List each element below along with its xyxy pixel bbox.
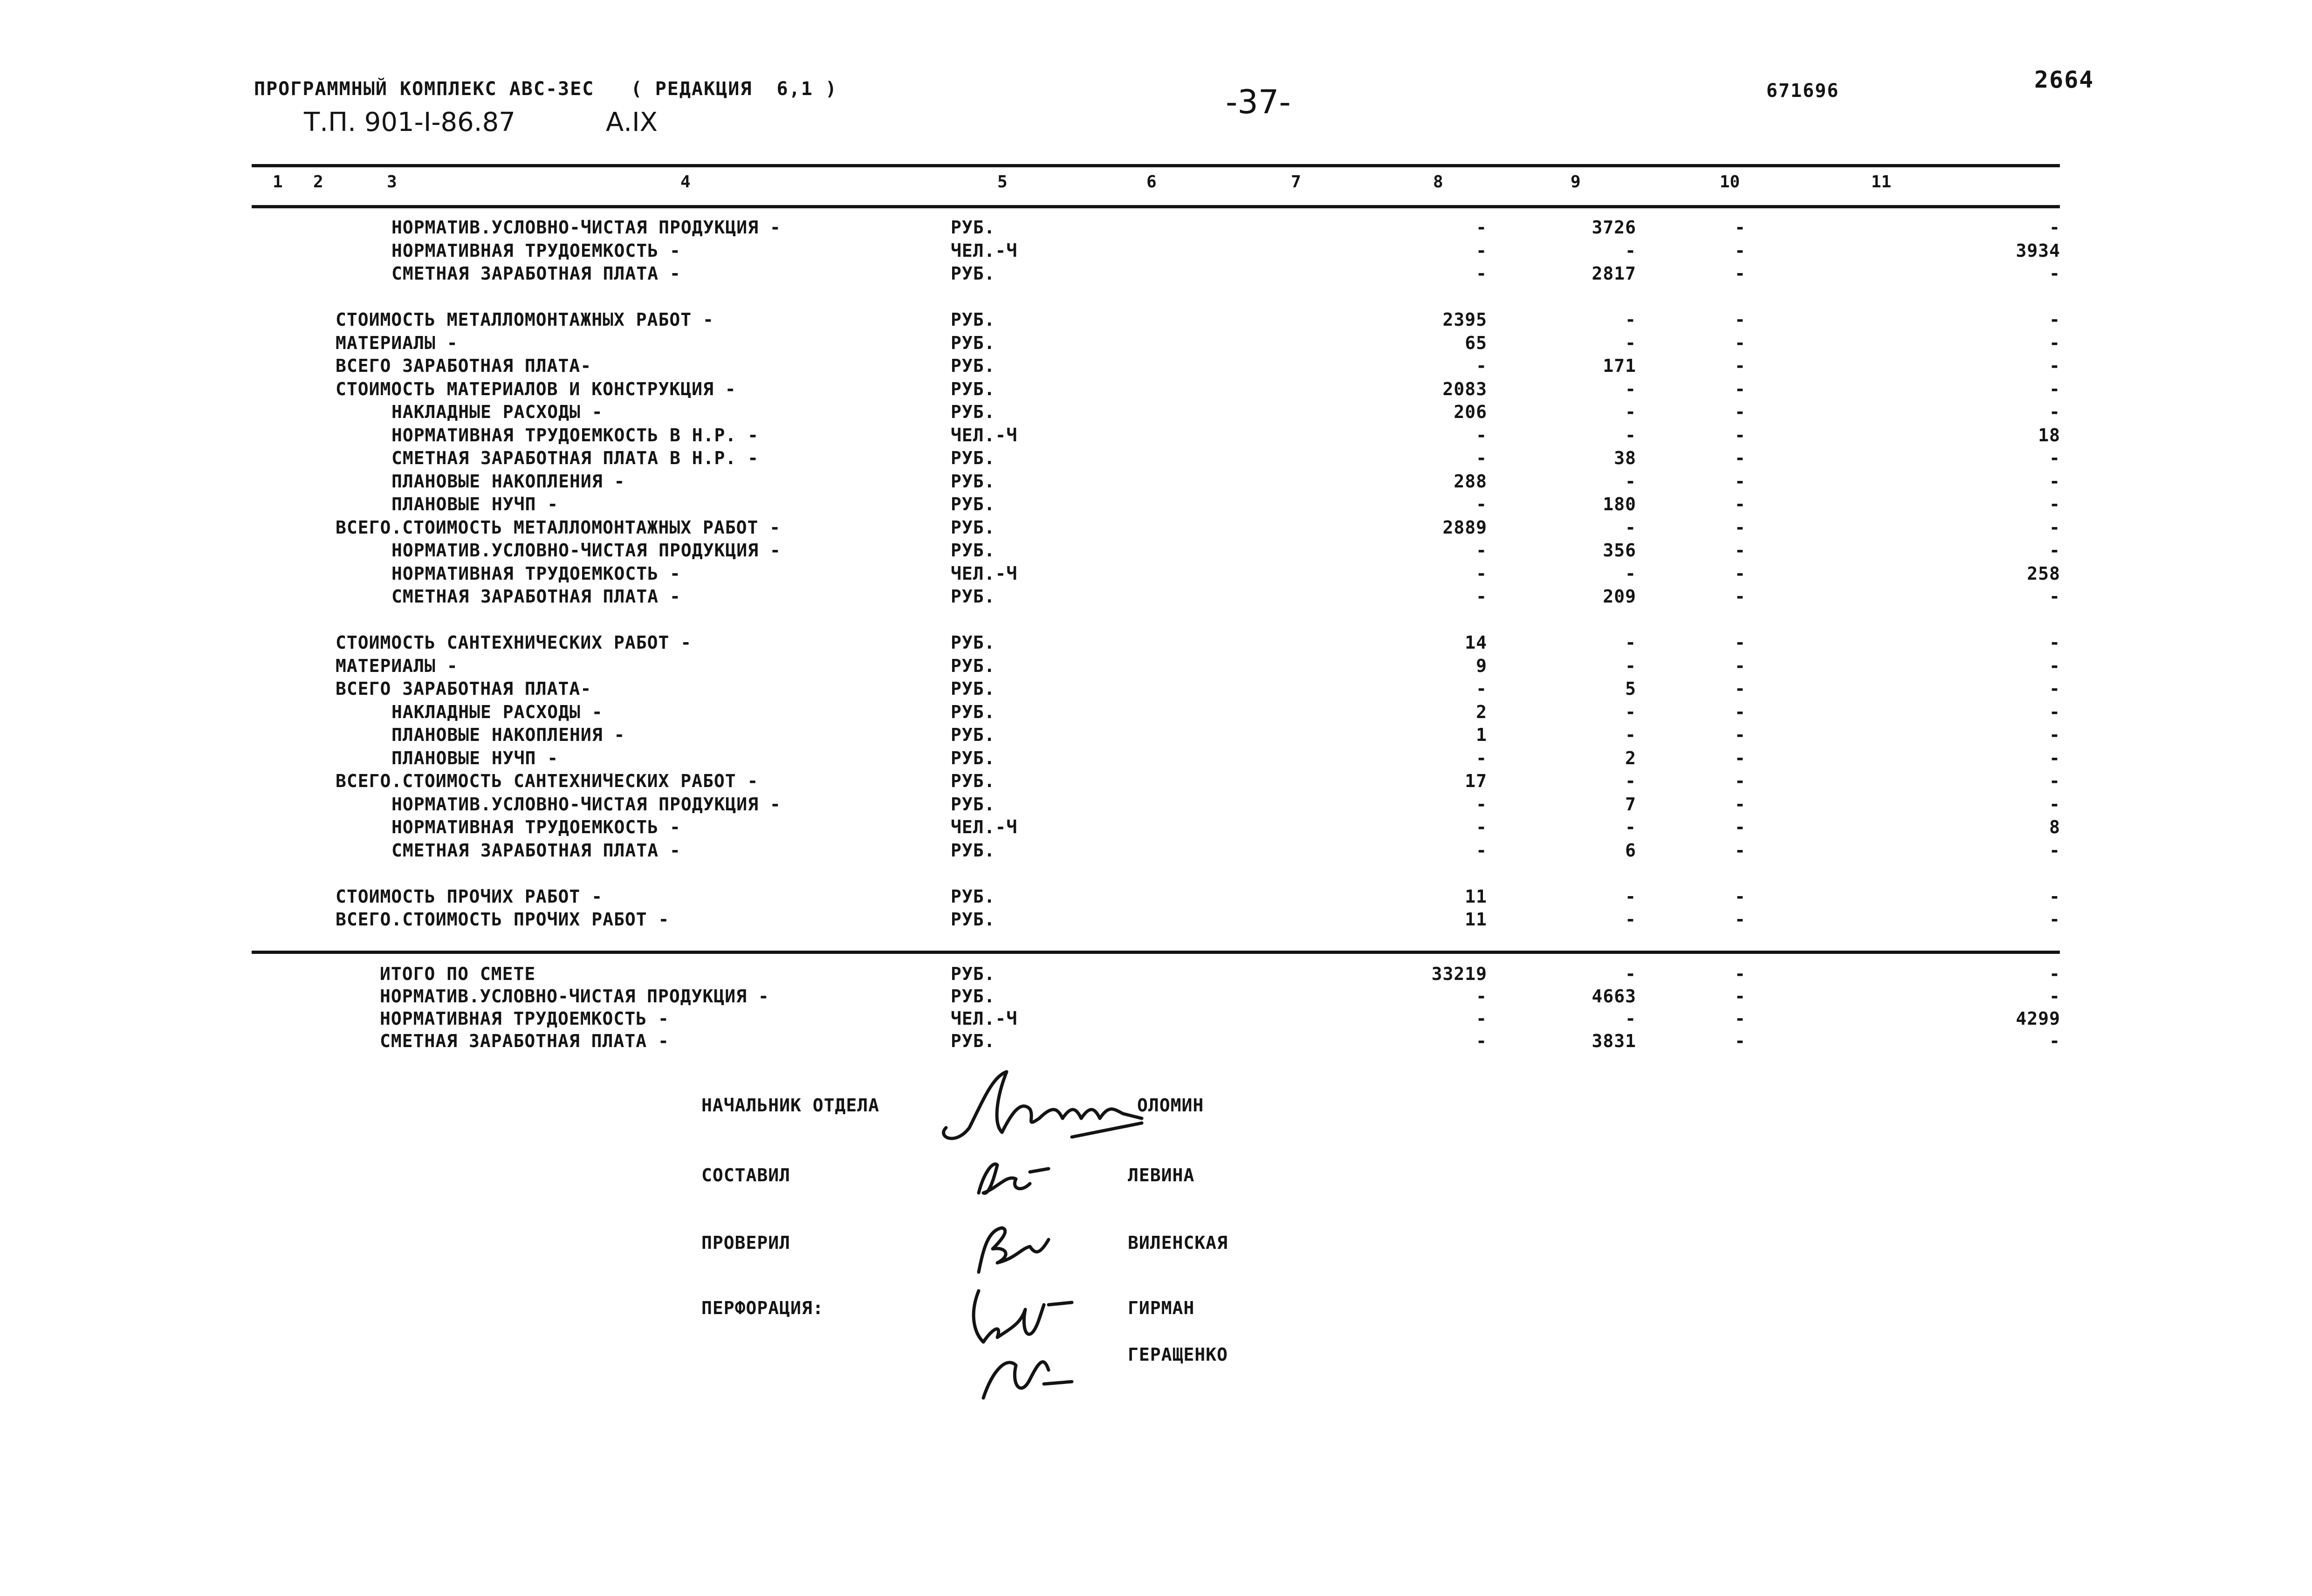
row-unit: РУБ. [951,886,995,907]
row-label: ПЛАНОВЫЕ НАКОПЛЕНИЯ - [391,471,625,492]
row-label: ПЛАНОВЫЕ НАКОПЛЕНИЯ - [391,725,625,745]
signature-name: ГЕРАЩЕНКО [1128,1344,1228,1365]
column-number-2: 2 [313,172,323,192]
row-col7: 206 [1454,402,1487,422]
row-col11: - [2049,794,2060,815]
row-col11: - [2049,263,2060,284]
row-unit: РУБ. [951,655,995,676]
row-col7: - [1476,678,1487,699]
column-number-5: 5 [997,172,1008,192]
row-col9: - [1735,263,1746,284]
table-row [0,748,2312,771]
row-col11: 258 [2027,563,2060,584]
row-col7: 2083 [1442,378,1487,399]
row-col9: - [1735,1031,1746,1051]
row-col11: - [2049,356,2060,376]
column-number-1: 1 [273,172,283,192]
table-row [0,632,2312,656]
row-col9: - [1735,725,1746,745]
table-row [0,610,2312,633]
row-col7: - [1476,586,1487,607]
row-col8: - [1625,378,1636,399]
row-col7: - [1476,840,1487,861]
table-row [0,964,2312,987]
row-unit: РУБ. [951,402,995,422]
row-unit: РУБ. [951,517,995,538]
row-label: НОРМАТИВ.УСЛОВНО-ЧИСТАЯ ПРОДУКЦИЯ - [380,986,769,1007]
row-col8: - [1625,309,1636,330]
row-col7: 11 [1465,886,1487,907]
row-unit: РУБ. [951,540,995,561]
signature-name: ЛЕВИНА [1128,1165,1195,1185]
row-unit: РУБ. [951,964,995,984]
row-col8: 7 [1625,794,1636,815]
row-col9: - [1735,817,1746,837]
row-col7: - [1476,1008,1487,1029]
row-col9: - [1735,494,1746,514]
row-col11: - [2049,471,2060,492]
table-row [0,494,2312,517]
signature-name: ОЛОМИН [1137,1095,1204,1116]
signature-head-of-department [937,1067,1156,1151]
row-col9: - [1735,471,1746,492]
row-col11: - [2049,964,2060,984]
row-col9: - [1735,378,1746,399]
row-unit: РУБ. [951,986,995,1007]
row-col8: 3726 [1592,217,1636,238]
row-col9: - [1735,402,1746,422]
row-col8: - [1625,964,1636,984]
row-col8: - [1625,817,1636,837]
column-number-4: 4 [680,172,691,192]
row-col8: - [1625,632,1636,653]
row-unit: РУБ. [951,217,995,238]
row-label: СМЕТНАЯ ЗАРАБОТНАЯ ПЛАТА В Н.Р. - [391,448,759,468]
row-unit: РУБ. [951,263,995,284]
row-unit: РУБ. [951,747,995,768]
row-col7: 2889 [1442,517,1487,538]
table-row [0,540,2312,563]
row-col11: - [2049,517,2060,538]
row-label: НОРМАТИВНАЯ ТРУДОЕМКОСТЬ - [391,817,681,837]
program-title: ПРОГРАММНЫЙ КОМПЛЕКС АВС-3ЕС ( РЕДАКЦИЯ 6,1 ) [254,78,837,100]
row-col8: 38 [1614,448,1636,468]
row-col11: - [2049,909,2060,930]
row-unit: РУБ. [951,794,995,815]
table-row [0,217,2312,240]
signature-composed [960,1156,1053,1202]
table-row [0,771,2312,794]
row-unit: РУБ. [951,840,995,861]
row-col11: 3934 [2016,240,2060,261]
row-col11: - [2049,655,2060,676]
row-col11: - [2049,586,2060,607]
table-row [0,563,2312,587]
table-row [0,678,2312,702]
row-col9: - [1735,794,1746,815]
table-row [0,817,2312,840]
row-label: СТОИМОСТЬ МЕТАЛЛОМОНТАЖНЫХ РАБОТ - [336,309,714,330]
row-col11: - [2049,540,2060,561]
row-col9: - [1735,563,1746,584]
row-col11: 8 [2049,817,2060,837]
row-col11: - [2049,840,2060,861]
column-number-10: 10 [1720,172,1740,192]
row-col9: - [1735,1008,1746,1029]
row-unit: РУБ. [951,725,995,745]
row-unit: РУБ. [951,448,995,468]
row-col8: 171 [1603,356,1636,376]
row-col7: - [1476,425,1487,445]
row-col7: - [1476,540,1487,561]
row-label: НАКЛАДНЫЕ РАСХОДЫ - [391,701,603,722]
row-label: СМЕТНАЯ ЗАРАБОТНАЯ ПЛАТА - [391,840,681,861]
row-label: НОРМАТИВНАЯ ТРУДОЕМКОСТЬ - [391,240,681,261]
table-row [0,909,2312,932]
row-label: ВСЕГО ЗАРАБОТНАЯ ПЛАТА- [336,678,592,699]
row-col8: - [1625,909,1636,930]
row-col7: - [1476,240,1487,261]
signature-role: ПЕРФОРАЦИЯ: [701,1298,824,1318]
row-col9: - [1735,678,1746,699]
table-row [0,379,2312,402]
row-col7: 9 [1476,655,1487,676]
row-col11: - [2049,378,2060,399]
row-label: СТОИМОСТЬ САНТЕХНИЧЕСКИХ РАБОТ - [336,632,692,653]
signature-checked [960,1221,1063,1281]
table-row [0,356,2312,379]
row-col9: - [1735,747,1746,768]
row-col8: - [1625,771,1636,791]
row-unit: РУБ. [951,632,995,653]
table-row [0,886,2312,910]
row-label: СМЕТНАЯ ЗАРАБОТНАЯ ПЛАТА - [391,586,681,607]
row-unit: ЧЕЛ.-Ч [951,817,1018,837]
row-label: СТОИМОСТЬ МАТЕРИАЛОВ И КОНСТРУКЦИЯ - [336,378,736,399]
row-col11: - [2049,678,2060,699]
row-col7: - [1476,986,1487,1007]
row-unit: РУБ. [951,378,995,399]
row-col9: - [1735,771,1746,791]
row-unit: РУБ. [951,494,995,514]
table-row [0,309,2312,333]
row-col9: - [1735,655,1746,676]
row-col11: - [2049,986,2060,1007]
table-row [0,1031,2312,1054]
row-col9: - [1735,425,1746,445]
column-number-3: 3 [387,172,397,192]
row-col7: - [1476,563,1487,584]
row-col8: 2 [1625,747,1636,768]
album-number: А.IX [606,107,658,137]
row-unit: РУБ. [951,309,995,330]
row-col11: 4299 [2016,1008,2060,1029]
row-col11: - [2049,1031,2060,1051]
row-col11: 18 [2038,425,2060,445]
table-row [0,263,2312,287]
row-col8: - [1625,402,1636,422]
column-number-8: 8 [1433,172,1443,192]
row-col8: 2817 [1592,263,1636,284]
row-label: НОРМАТИВНАЯ ТРУДОЕМКОСТЬ - [391,563,681,584]
row-col9: - [1735,332,1746,353]
row-col11: - [2049,886,2060,907]
row-col7: 2 [1476,701,1487,722]
table-row [0,240,2312,264]
row-unit: РУБ. [951,771,995,791]
table-row [0,402,2312,425]
signature-role: НАЧАЛЬНИК ОТДЕЛА [701,1095,880,1116]
row-col8: 3831 [1592,1031,1636,1051]
signature-role: СОСТАВИЛ [701,1165,791,1185]
row-col9: - [1735,356,1746,376]
table-row [0,517,2312,541]
table-row [0,863,2312,886]
row-col8: - [1625,725,1636,745]
table-row [0,333,2312,356]
row-label: НОРМАТИВНАЯ ТРУДОЕМКОСТЬ - [380,1008,669,1029]
signature-perforation [951,1277,1091,1412]
row-unit: РУБ. [951,332,995,353]
project-number: Т.П. 901-I-86.87 [304,107,515,137]
row-unit: РУБ. [951,356,995,376]
row-col9: - [1735,964,1746,984]
row-unit: РУБ. [951,586,995,607]
row-col11: - [2049,701,2060,722]
row-col8: - [1625,517,1636,538]
row-col8: 180 [1603,494,1636,514]
row-label: НОРМАТИВНАЯ ТРУДОЕМКОСТЬ В Н.Р. - [391,425,759,445]
row-col9: - [1735,448,1746,468]
row-col11: - [2049,632,2060,653]
table-row [0,425,2312,448]
row-col9: - [1735,240,1746,261]
table-top-rule [252,164,2060,167]
column-number-6: 6 [1146,172,1157,192]
signature-name: ВИЛЕНСКАЯ [1128,1233,1228,1253]
row-col9: - [1735,886,1746,907]
row-col8: - [1625,471,1636,492]
row-col9: - [1735,840,1746,861]
row-label: ВСЕГО.СТОИМОСТЬ САНТЕХНИЧЕСКИХ РАБОТ - [336,771,759,791]
row-label: НАКЛАДНЫЕ РАСХОДЫ - [391,402,603,422]
row-unit: РУБ. [951,909,995,930]
row-col11: - [2049,494,2060,514]
table-row [0,702,2312,725]
row-col7: - [1476,817,1487,837]
table-header-rule [252,205,2060,208]
row-unit: ЧЕЛ.-Ч [951,1008,1018,1029]
row-col11: - [2049,747,2060,768]
table-row [0,1008,2312,1032]
row-col9: - [1735,986,1746,1007]
row-unit: РУБ. [951,678,995,699]
row-label: ПЛАНОВЫЕ НУЧП - [391,494,559,514]
row-col11: - [2049,332,2060,353]
table-row [0,586,2312,610]
row-unit: РУБ. [951,701,995,722]
row-label: НОРМАТИВ.УСЛОВНО-ЧИСТАЯ ПРОДУКЦИЯ - [391,540,781,561]
row-label: СМЕТНАЯ ЗАРАБОТНАЯ ПЛАТА - [380,1031,669,1051]
row-label: СМЕТНАЯ ЗАРАБОТНАЯ ПЛАТА - [391,263,681,284]
row-col11: - [2049,217,2060,238]
row-col7: - [1476,1031,1487,1051]
row-unit: ЧЕЛ.-Ч [951,425,1018,445]
row-col7: - [1476,356,1487,376]
row-col8: - [1625,886,1636,907]
column-number-9: 9 [1571,172,1581,192]
row-col11: - [2049,309,2060,330]
table-totals-rule [252,951,2060,954]
row-label: НОРМАТИВ.УСЛОВНО-ЧИСТАЯ ПРОДУКЦИЯ - [391,794,781,815]
table-row [0,287,2312,310]
row-col7: 1 [1476,725,1487,745]
row-col7: - [1476,794,1487,815]
row-col8: 4663 [1592,986,1636,1007]
row-col9: - [1735,586,1746,607]
row-label: МАТЕРИАЛЫ - [336,332,458,353]
document-number: 671696 [1766,80,1839,102]
row-col9: - [1735,909,1746,930]
row-col8: - [1625,563,1636,584]
table-row [0,725,2312,748]
row-col9: - [1735,517,1746,538]
row-label: ПЛАНОВЫЕ НУЧП - [391,747,559,768]
row-unit: РУБ. [951,1031,995,1051]
row-col8: - [1625,240,1636,261]
row-col8: 5 [1625,678,1636,699]
row-col11: - [2049,771,2060,791]
table-row [0,448,2312,471]
row-col7: - [1476,217,1487,238]
row-col8: - [1625,425,1636,445]
table-row [0,986,2312,1009]
row-col8: 6 [1625,840,1636,861]
row-col9: - [1735,217,1746,238]
signature-role: ПРОВЕРИЛ [701,1233,791,1253]
row-col7: - [1476,263,1487,284]
row-col7: 11 [1465,909,1487,930]
row-col8: 209 [1603,586,1636,607]
row-unit: ЧЕЛ.-Ч [951,563,1018,584]
row-label: СТОИМОСТЬ ПРОЧИХ РАБОТ - [336,886,603,907]
row-label: ИТОГО ПО СМЕТЕ [380,964,536,984]
row-col7: 65 [1465,332,1487,353]
row-col7: 2395 [1442,309,1487,330]
row-unit: ЧЕЛ.-Ч [951,240,1018,261]
row-col7: - [1476,448,1487,468]
row-col8: - [1625,1008,1636,1029]
signature-name: ГИРМАН [1128,1298,1195,1318]
row-col8: - [1625,332,1636,353]
page-number: -37- [1226,83,1291,121]
table-row [0,656,2312,679]
row-label: НОРМАТИВ.УСЛОВНО-ЧИСТАЯ ПРОДУКЦИЯ - [391,217,781,238]
row-col8: - [1625,701,1636,722]
row-col11: - [2049,725,2060,745]
row-col7: 17 [1465,771,1487,791]
table-row [0,471,2312,494]
row-col7: - [1476,494,1487,514]
row-col9: - [1735,701,1746,722]
row-col11: - [2049,402,2060,422]
row-col9: - [1735,632,1746,653]
row-unit: РУБ. [951,471,995,492]
row-col7: 33219 [1431,964,1487,984]
row-col8: - [1625,655,1636,676]
table-row [0,794,2312,817]
row-col7: 14 [1465,632,1487,653]
column-number-7: 7 [1291,172,1301,192]
row-col7: 288 [1454,471,1487,492]
row-col8: 356 [1603,540,1636,561]
table-row [0,840,2312,863]
corner-mark: 2664 [2034,66,2094,93]
row-label: ВСЕГО.СТОИМОСТЬ ПРОЧИХ РАБОТ - [336,909,670,930]
row-col9: - [1735,309,1746,330]
row-col7: - [1476,747,1487,768]
row-col11: - [2049,448,2060,468]
row-label: ВСЕГО ЗАРАБОТНАЯ ПЛАТА- [336,356,592,376]
row-label: МАТЕРИАЛЫ - [336,655,458,676]
column-number-11: 11 [1871,172,1892,192]
row-col9: - [1735,540,1746,561]
row-label: ВСЕГО.СТОИМОСТЬ МЕТАЛЛОМОНТАЖНЫХ РАБОТ - [336,517,781,538]
